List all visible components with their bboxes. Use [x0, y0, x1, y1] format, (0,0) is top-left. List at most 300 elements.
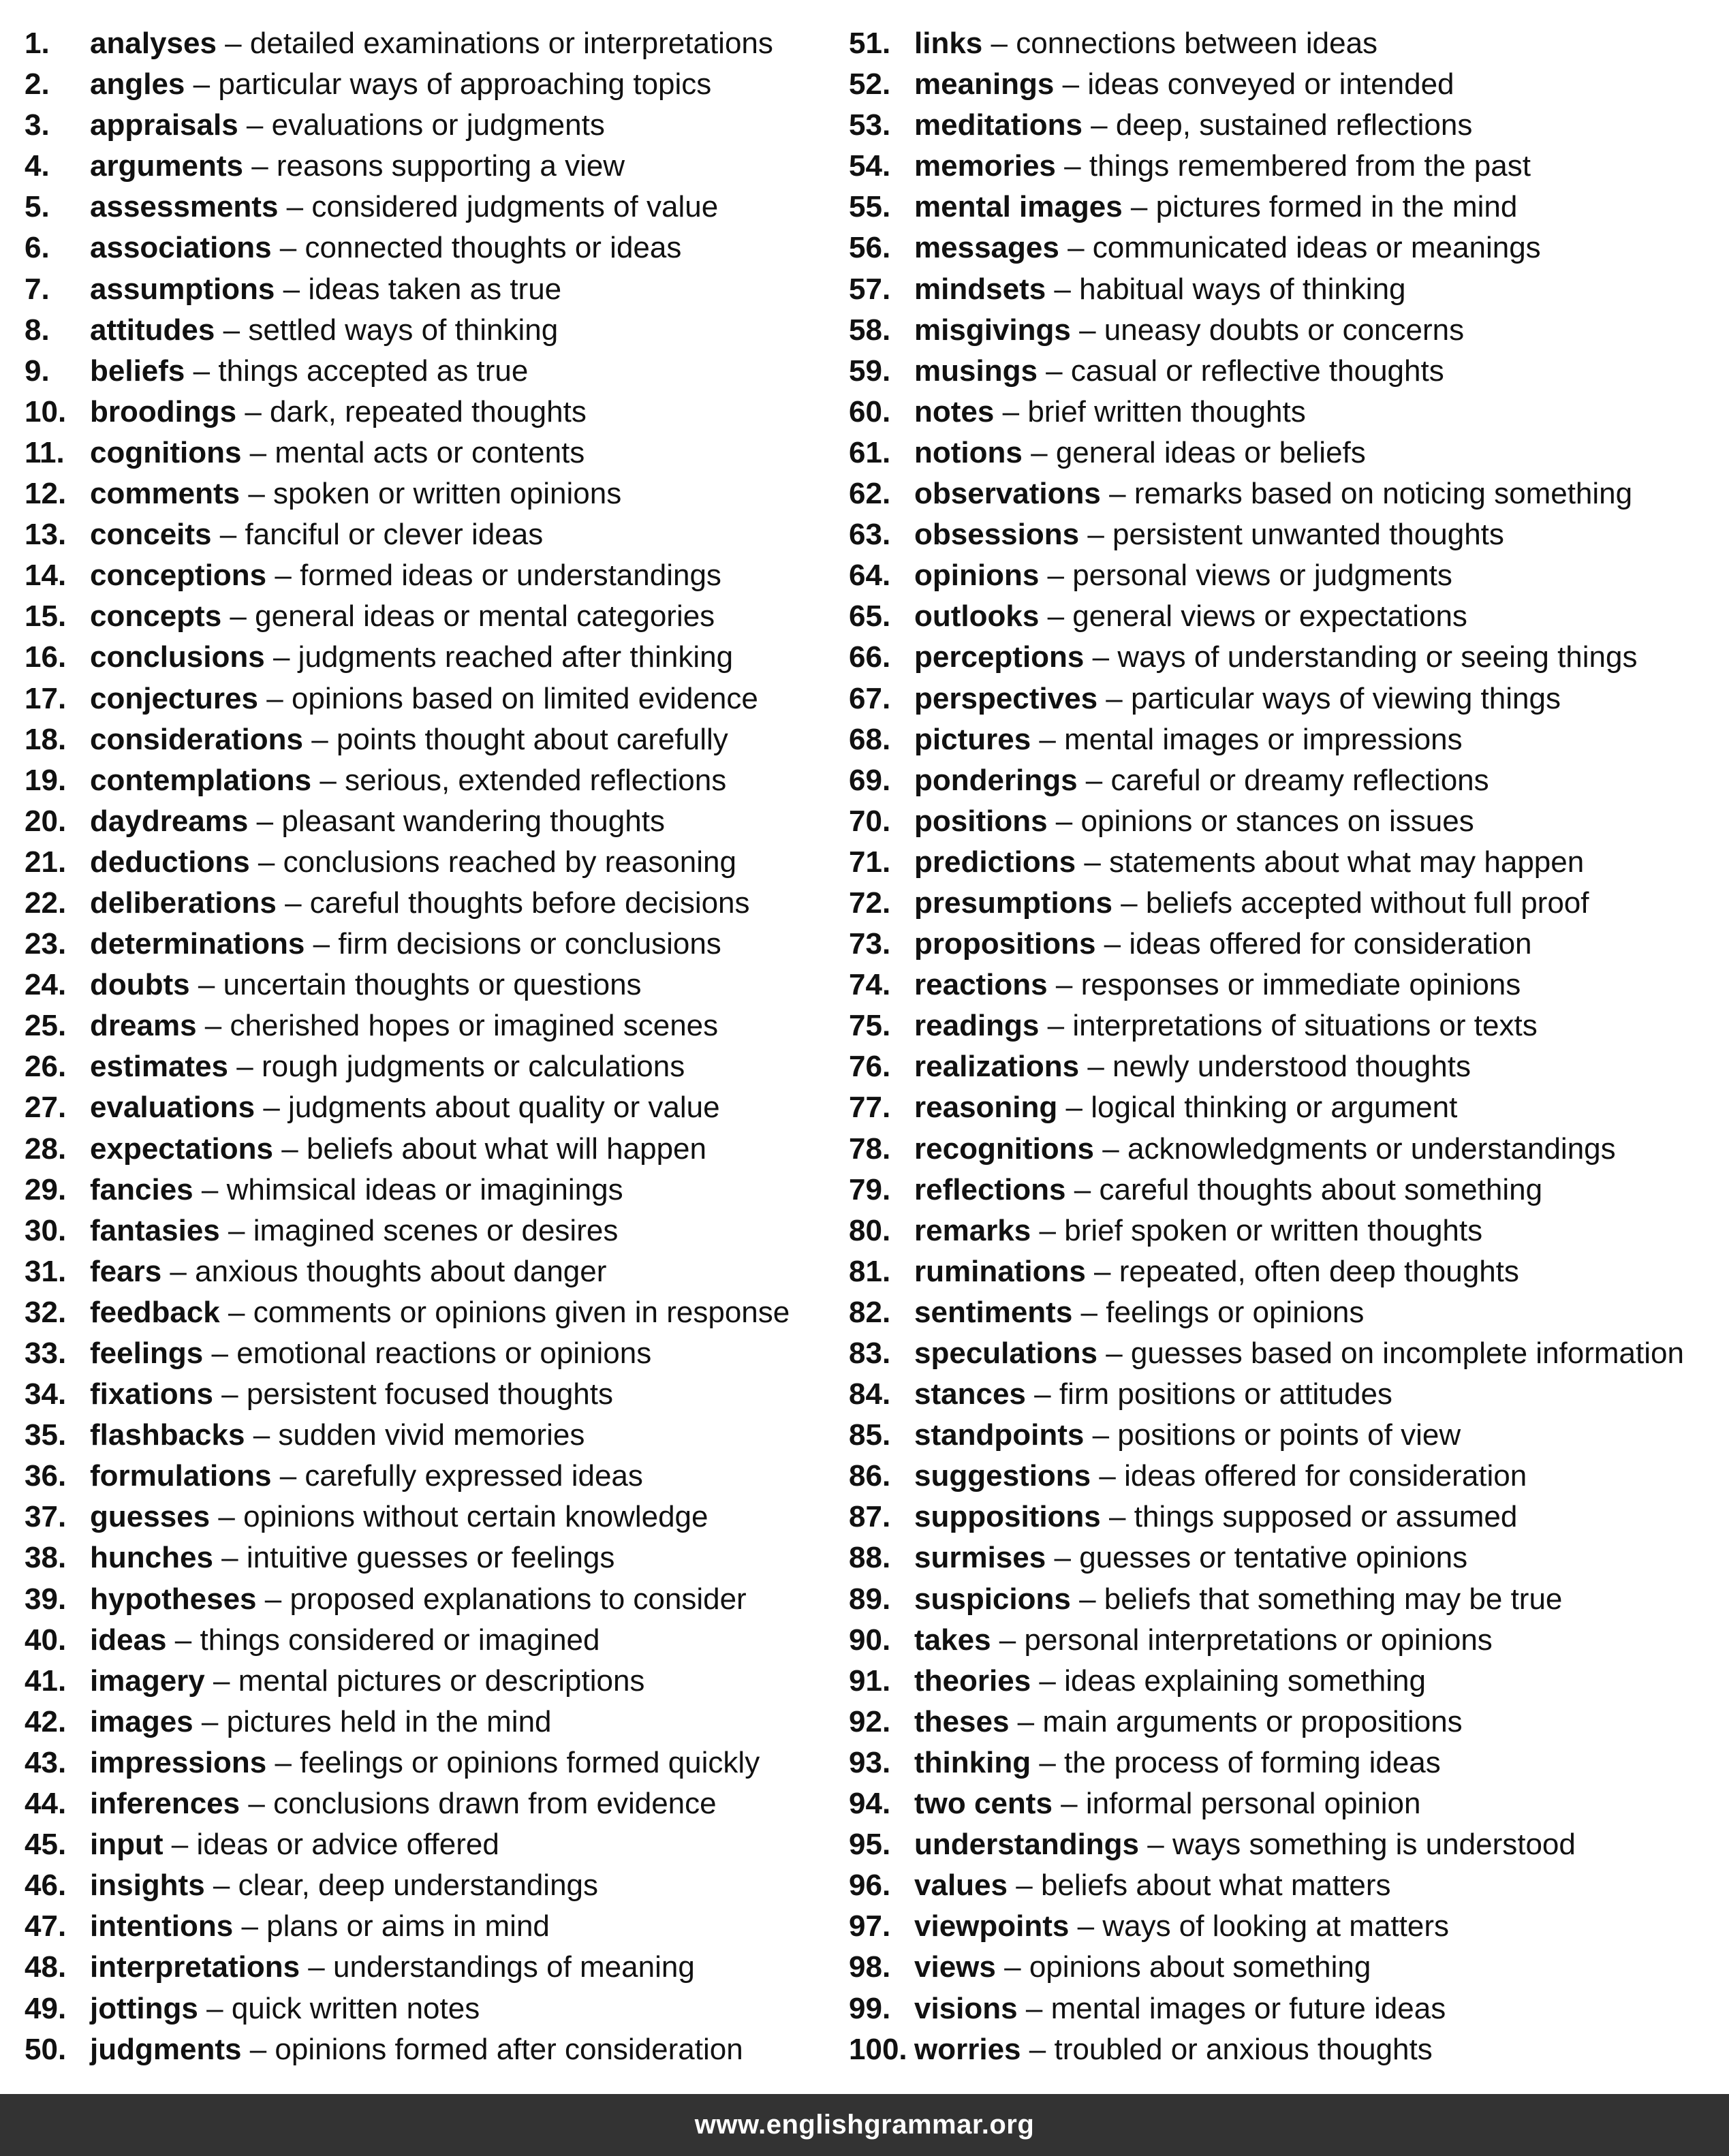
list-item — [849, 1251, 1707, 1292]
list-item — [849, 801, 1707, 842]
item-number: 83. — [849, 1337, 891, 1370]
item-separator: – — [281, 1131, 298, 1166]
item-definition: careful thoughts before decisions — [309, 886, 750, 920]
list-item — [849, 146, 1707, 187]
item-separator: – — [245, 394, 262, 428]
item-separator: – — [171, 1828, 189, 1862]
item-word: input — [90, 1828, 163, 1862]
item-word: mindsets — [914, 272, 1046, 306]
list-item — [849, 1456, 1707, 1497]
list-item — [849, 596, 1707, 637]
website-link[interactable]: www.englishgrammar.org — [694, 2110, 1035, 2140]
list-item — [849, 1579, 1707, 1620]
item-definition: beliefs accepted without full proof — [1145, 886, 1589, 920]
item-word: viewpoints — [914, 1909, 1070, 1943]
item-number: 100. — [849, 2032, 907, 2066]
item-definition: mental acts or contents — [275, 435, 585, 469]
item-word: considerations — [90, 722, 303, 756]
item-number: 87. — [849, 1500, 891, 1534]
item-separator: – — [1061, 1787, 1078, 1821]
item-number: 86. — [849, 1459, 891, 1493]
list-item — [25, 23, 835, 64]
item-word: guesses — [90, 1500, 211, 1534]
list-item — [25, 433, 835, 473]
item-number: 91. — [849, 1663, 891, 1698]
item-separator: – — [1046, 354, 1063, 388]
item-number: 48. — [25, 1950, 67, 1984]
item-word: impressions — [90, 1745, 267, 1779]
item-word: feelings — [90, 1337, 204, 1370]
item-word: doubts — [90, 968, 190, 1002]
item-word: evaluations — [90, 1091, 255, 1125]
item-word: suspicions — [914, 1582, 1071, 1616]
item-word: conceptions — [90, 559, 267, 593]
item-definition: pleasant wandering thoughts — [281, 804, 665, 838]
item-separator: – — [264, 1582, 282, 1616]
item-number: 25. — [25, 1009, 67, 1043]
item-word: hunches — [90, 1541, 213, 1575]
list-item — [25, 105, 835, 146]
item-separator: – — [1080, 1295, 1098, 1329]
list-item — [849, 1170, 1707, 1210]
item-separator: – — [230, 599, 247, 634]
item-word: intentions — [90, 1909, 234, 1943]
item-definition: logical thinking or argument — [1091, 1091, 1458, 1125]
item-number: 70. — [849, 804, 891, 838]
item-separator: – — [228, 1295, 245, 1329]
item-word: memories — [914, 149, 1056, 183]
item-word: beliefs — [90, 354, 185, 388]
item-word: meanings — [914, 67, 1055, 101]
item-number: 30. — [25, 1213, 67, 1247]
list-item — [849, 1046, 1707, 1087]
item-separator: – — [241, 1909, 258, 1943]
item-definition: habitual ways of thinking — [1079, 272, 1406, 306]
item-separator: – — [272, 640, 290, 674]
item-definition: opinions based on limited evidence — [291, 681, 758, 715]
item-word: estimates — [90, 1050, 229, 1084]
item-number: 78. — [849, 1131, 891, 1166]
list-item — [25, 1129, 835, 1170]
item-number: 32. — [25, 1295, 67, 1329]
item-definition: opinions or stances on issues — [1080, 804, 1474, 838]
item-separator: – — [248, 1787, 265, 1821]
item-number: 23. — [25, 927, 67, 961]
item-definition: casual or reflective thoughts — [1070, 354, 1444, 388]
list-item — [849, 1988, 1707, 2029]
list-item — [25, 1824, 835, 1865]
list-item — [849, 842, 1707, 883]
item-definition: responses or immediate opinions — [1080, 968, 1521, 1002]
item-definition: conclusions drawn from evidence — [273, 1787, 717, 1821]
item-word: deliberations — [90, 886, 277, 920]
item-number: 54. — [849, 149, 891, 183]
list-item — [849, 269, 1707, 310]
list-item — [25, 883, 835, 924]
item-number: 90. — [849, 1623, 891, 1657]
list-item — [25, 1783, 835, 1824]
item-word: thinking — [914, 1745, 1031, 1779]
item-number: 56. — [849, 231, 891, 265]
item-separator: – — [236, 1050, 253, 1084]
item-word: pictures — [914, 722, 1031, 756]
item-number: 10. — [25, 394, 67, 428]
item-definition: judgments reached after thinking — [298, 640, 734, 674]
list-item — [849, 555, 1707, 596]
item-word: realizations — [914, 1050, 1080, 1084]
item-number: 42. — [25, 1704, 67, 1738]
item-definition: sudden vivid memories — [278, 1418, 585, 1452]
item-word: cognitions — [90, 435, 242, 469]
list-item — [25, 473, 835, 514]
item-word: imagery — [90, 1663, 205, 1698]
item-separator: – — [225, 27, 242, 60]
item-definition: persistent unwanted thoughts — [1112, 518, 1504, 552]
item-number: 77. — [849, 1091, 891, 1125]
item-definition: repeated, often deep thoughts — [1119, 1254, 1519, 1288]
item-word: suggestions — [914, 1459, 1091, 1493]
list-item — [849, 514, 1707, 555]
item-number: 17. — [25, 681, 67, 715]
item-separator: – — [1106, 1337, 1123, 1370]
item-word: notes — [914, 394, 995, 428]
item-separator: – — [248, 477, 265, 511]
item-separator: – — [283, 272, 300, 306]
item-definition: whimsical ideas or imaginings — [226, 1172, 623, 1206]
item-definition: things considered or imagined — [200, 1623, 600, 1657]
list-item — [25, 1374, 835, 1415]
item-definition: pictures formed in the mind — [1155, 190, 1518, 224]
list-item — [25, 1537, 835, 1578]
list-item — [849, 2029, 1707, 2070]
item-separator: – — [1002, 394, 1020, 428]
item-number: 65. — [849, 599, 891, 634]
item-separator: – — [221, 1377, 238, 1411]
item-word: speculations — [914, 1337, 1097, 1370]
item-definition: settled ways of thinking — [248, 313, 559, 347]
item-separator: – — [170, 1254, 187, 1288]
item-definition: main arguments or propositions — [1042, 1704, 1463, 1738]
item-separator: – — [218, 1500, 235, 1534]
item-separator: – — [1092, 640, 1110, 674]
item-number: 60. — [849, 394, 891, 428]
item-number: 73. — [849, 927, 891, 961]
item-number: 63. — [849, 518, 891, 552]
item-definition: understandings of meaning — [333, 1950, 695, 1984]
item-definition: firm decisions or conclusions — [338, 927, 721, 961]
item-definition: ideas conveyed or intended — [1087, 67, 1454, 101]
item-separator: – — [1004, 1950, 1021, 1984]
list-item — [849, 1129, 1707, 1170]
footer-bar — [0, 2094, 1729, 2156]
item-definition: persistent focused thoughts — [246, 1377, 613, 1411]
item-word: fears — [90, 1254, 162, 1288]
item-definition: acknowledgments or understandings — [1127, 1131, 1616, 1166]
item-separator: – — [228, 1213, 245, 1247]
list-item — [849, 392, 1707, 433]
item-word: obsessions — [914, 518, 1080, 552]
item-word: interpretations — [90, 1950, 300, 1984]
item-separator: – — [1102, 1131, 1119, 1166]
list-item — [849, 351, 1707, 392]
item-separator: – — [1055, 804, 1073, 838]
list-item — [849, 678, 1707, 719]
list-item — [25, 1170, 835, 1210]
item-word: attitudes — [90, 313, 215, 347]
list-item — [849, 1947, 1707, 1988]
list-item — [849, 637, 1707, 678]
item-number: 98. — [849, 1950, 891, 1984]
item-definition: plans or aims in mind — [266, 1909, 550, 1943]
item-number: 28. — [25, 1131, 67, 1166]
item-separator: – — [213, 1663, 230, 1698]
item-word: fixations — [90, 1377, 213, 1411]
item-definition: mental images or future ideas — [1050, 1991, 1446, 2025]
item-number: 52. — [849, 67, 891, 101]
list-item — [849, 1333, 1707, 1374]
item-number: 58. — [849, 313, 891, 347]
item-separator: – — [249, 435, 267, 469]
list-item — [25, 514, 835, 555]
item-separator: – — [1077, 1909, 1095, 1943]
item-separator: – — [1091, 108, 1108, 142]
item-separator: – — [266, 681, 283, 715]
list-item — [25, 392, 835, 433]
item-definition: judgments about quality or value — [288, 1091, 720, 1125]
item-word: ideas — [90, 1623, 167, 1657]
item-definition: reasons supporting a view — [276, 149, 625, 183]
item-definition: particular ways of viewing things — [1131, 681, 1561, 715]
item-word: readings — [914, 1009, 1040, 1043]
item-number: 14. — [25, 559, 67, 593]
item-word: opinions — [914, 559, 1040, 593]
item-definition: particular ways of approaching topics — [218, 67, 712, 101]
item-number: 84. — [849, 1377, 891, 1411]
item-word: worries — [914, 2032, 1021, 2066]
item-number: 44. — [25, 1787, 67, 1821]
item-number: 99. — [849, 1991, 891, 2025]
list-item — [25, 269, 835, 310]
item-definition: dark, repeated thoughts — [270, 394, 587, 428]
list-item — [849, 1865, 1707, 1906]
item-number: 94. — [849, 1787, 891, 1821]
item-definition: considered judgments of value — [311, 190, 719, 224]
item-definition: proposed explanations to consider — [290, 1582, 747, 1616]
item-number: 3. — [25, 108, 50, 142]
item-separator: – — [313, 927, 330, 961]
list-item — [25, 1743, 835, 1783]
item-separator: – — [253, 1418, 270, 1452]
item-definition: fanciful or clever ideas — [245, 518, 544, 552]
list-item — [849, 1743, 1707, 1783]
item-separator: – — [198, 968, 215, 1002]
item-definition: careful thoughts about something — [1099, 1172, 1543, 1206]
item-word: jottings — [90, 1991, 198, 2025]
item-definition: ideas explaining something — [1064, 1663, 1426, 1698]
item-separator: – — [174, 1623, 192, 1657]
item-definition: general ideas or beliefs — [1055, 435, 1366, 469]
item-number: 51. — [849, 27, 891, 60]
item-number: 68. — [849, 722, 891, 756]
item-separator: – — [263, 1091, 280, 1125]
item-definition: personal views or judgments — [1072, 559, 1452, 593]
item-number: 6. — [25, 231, 50, 265]
item-number: 37. — [25, 1500, 67, 1534]
item-word: observations — [914, 477, 1101, 511]
list-item — [849, 883, 1707, 924]
item-number: 46. — [25, 1869, 67, 1903]
item-separator: – — [201, 1172, 219, 1206]
item-separator: – — [286, 190, 304, 224]
item-word: messages — [914, 231, 1059, 265]
list-item — [25, 555, 835, 596]
list-item — [25, 1579, 835, 1620]
item-definition: quick written notes — [231, 1991, 480, 2025]
item-separator: – — [251, 149, 268, 183]
item-number: 5. — [25, 190, 50, 224]
list-item — [25, 1947, 835, 1988]
item-word: ponderings — [914, 763, 1078, 797]
item-definition: ideas offered for consideration — [1129, 927, 1532, 961]
list-item — [25, 596, 835, 637]
item-separator: – — [1055, 968, 1073, 1002]
item-number: 74. — [849, 968, 891, 1002]
item-number: 15. — [25, 599, 67, 634]
item-definition: clear, deep understandings — [238, 1869, 599, 1903]
item-number: 85. — [849, 1418, 891, 1452]
item-separator: – — [256, 804, 274, 838]
item-number: 81. — [849, 1254, 891, 1288]
item-separator: – — [201, 1704, 219, 1738]
item-separator: – — [1068, 231, 1085, 265]
item-word: determinations — [90, 927, 305, 961]
list-item — [849, 228, 1707, 268]
item-separator: – — [1085, 763, 1103, 797]
item-separator: – — [999, 1623, 1016, 1657]
item-number: 69. — [849, 763, 891, 797]
item-separator: – — [1017, 1704, 1035, 1738]
item-word: recognitions — [914, 1131, 1095, 1166]
item-word: fantasies — [90, 1213, 220, 1247]
item-separator: – — [1025, 1991, 1043, 2025]
item-separator: – — [1064, 149, 1081, 183]
item-number: 80. — [849, 1213, 891, 1247]
item-separator: – — [1039, 1745, 1056, 1779]
item-definition: connections between ideas — [1016, 27, 1378, 60]
item-separator: – — [1094, 1254, 1111, 1288]
item-definition: feelings or opinions formed quickly — [300, 1745, 760, 1779]
item-definition: ideas or advice offered — [196, 1828, 499, 1862]
item-definition: carefully expressed ideas — [305, 1459, 643, 1493]
item-separator: – — [275, 1745, 292, 1779]
list-item — [849, 433, 1707, 473]
item-word: sentiments — [914, 1295, 1073, 1329]
item-number: 71. — [849, 845, 891, 879]
item-number: 24. — [25, 968, 67, 1002]
item-definition: interpretations of situations or texts — [1072, 1009, 1538, 1043]
item-separator: – — [1047, 1009, 1065, 1043]
item-word: takes — [914, 1623, 991, 1657]
item-definition: intuitive guesses or feelings — [246, 1541, 615, 1575]
item-number: 96. — [849, 1869, 891, 1903]
item-separator: – — [1054, 272, 1071, 306]
item-word: standpoints — [914, 1418, 1085, 1452]
list-item — [25, 1702, 835, 1743]
item-word: associations — [90, 231, 272, 265]
item-word: arguments — [90, 149, 243, 183]
item-separator: – — [275, 559, 292, 593]
item-number: 22. — [25, 886, 67, 920]
list-item — [25, 1292, 835, 1333]
item-word: insights — [90, 1869, 205, 1903]
item-separator: – — [1079, 313, 1096, 347]
item-separator: – — [991, 27, 1008, 60]
item-separator: – — [1087, 1050, 1104, 1084]
item-separator: – — [1147, 1828, 1164, 1862]
list-item — [25, 924, 835, 965]
item-definition: guesses based on incomplete information — [1130, 1337, 1684, 1370]
item-separator: – — [1039, 722, 1056, 756]
item-word: two cents — [914, 1787, 1053, 1821]
list-item — [849, 187, 1707, 228]
item-word: deductions — [90, 845, 250, 879]
list-item — [25, 1865, 835, 1906]
item-number: 8. — [25, 313, 50, 347]
item-definition: careful or dreamy reflections — [1110, 763, 1489, 797]
item-separator: – — [1079, 1582, 1096, 1616]
item-number: 1. — [25, 27, 50, 60]
item-separator: – — [1092, 1418, 1110, 1452]
item-number: 61. — [849, 435, 891, 469]
item-word: outlooks — [914, 599, 1040, 634]
item-definition: mental images or impressions — [1064, 722, 1463, 756]
item-separator: – — [1039, 1213, 1056, 1247]
list-item — [25, 1906, 835, 1947]
list-item — [849, 1620, 1707, 1661]
item-definition: things remembered from the past — [1089, 149, 1531, 183]
item-definition: conclusions reached by reasoning — [283, 845, 736, 879]
item-number: 64. — [849, 559, 891, 593]
item-number: 47. — [25, 1909, 67, 1943]
item-definition: beliefs about what will happen — [306, 1131, 706, 1166]
item-definition: beliefs that something may be true — [1104, 1582, 1563, 1616]
item-separator: – — [223, 313, 240, 347]
item-number: 43. — [25, 1745, 67, 1779]
item-number: 34. — [25, 1377, 67, 1411]
item-word: reflections — [914, 1172, 1066, 1206]
item-word: reasoning — [914, 1091, 1058, 1125]
list-item — [849, 1210, 1707, 1251]
item-number: 49. — [25, 1991, 67, 2025]
list-item — [849, 23, 1707, 64]
item-word: values — [914, 1869, 1008, 1903]
item-word: broodings — [90, 394, 237, 428]
list-item — [25, 1087, 835, 1128]
item-definition: evaluations or judgments — [271, 108, 605, 142]
item-word: hypotheses — [90, 1582, 257, 1616]
item-separator: – — [1121, 886, 1138, 920]
item-word: concepts — [90, 599, 222, 634]
item-definition: ways of understanding or seeing things — [1117, 640, 1638, 674]
item-number: 33. — [25, 1337, 67, 1370]
item-word: conceits — [90, 518, 212, 552]
item-number: 38. — [25, 1541, 67, 1575]
list-item — [25, 678, 835, 719]
item-word: conclusions — [90, 640, 265, 674]
list-item — [849, 1783, 1707, 1824]
item-number: 21. — [25, 845, 67, 879]
item-word: conjectures — [90, 681, 258, 715]
